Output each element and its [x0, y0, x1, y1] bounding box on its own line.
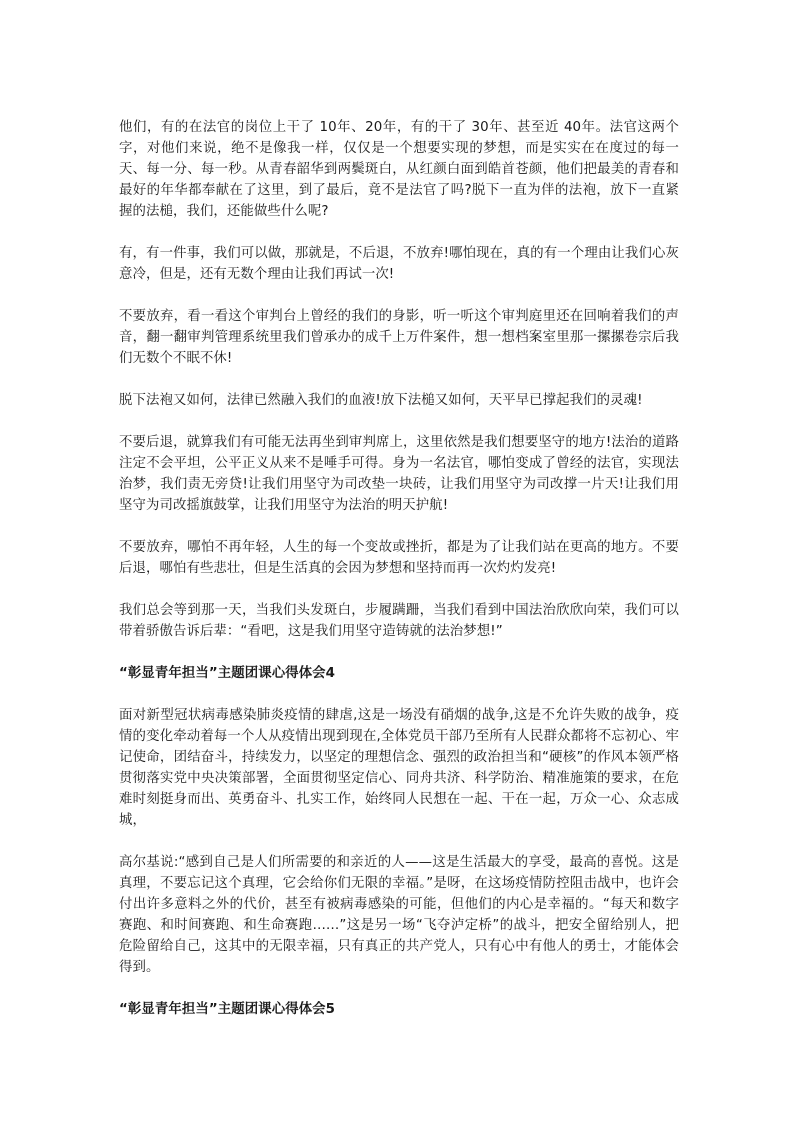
paragraph-6: 不要放弃，哪怕不再年轻，人生的每一个变故或挫折，都是为了让我们站在更高的地方。不要后退，哪怕有些悲壮，但是生活真的会因为梦想和坚持而再一次灼灼发亮! [119, 540, 679, 576]
paragraph-3: 不要放弃，看一看这个审判台上曾经的我们的身影，听一听这个审判庭里还在回响着我们的声音，翻一翻审判管理系统里我们曾承办的成千上万件案件，想一想档案室里那一摞摞卷宗后我们无数个不眠不休! [119, 309, 679, 366]
paragraph-2: 有，有一件事，我们可以做，那就是，不后退，不放弃!哪怕现在，真的有一个理由让我们心灰意冷，但是，还有无数个理由让我们再试一次! [119, 246, 679, 282]
section-heading-5: “彰显青年担当”主题团课心得体会5 [119, 1002, 336, 1017]
paragraph-7: 我们总会等到那一天，当我们头发斑白，步履蹒跚，当我们看到中国法治欣欣向荣，我们可以带着骄傲告诉后辈：“看吧，这是我们用坚守造铸就的法治梦想!” [119, 603, 679, 639]
document-page [119, 117, 679, 1041]
paragraph-5: 不要后退，就算我们有可能无法再坐到审判席上，这里依然是我们想要坚守的地方!法治的道路注定不会平坦，公平正义从来不是唾手可得。身为一名法官，哪怕变成了曾经的法官，实现法治梦，我们责无旁贷!让我们用坚守为司改垫一块砖，让我们用坚守为司改撑一片天!让我们用坚守为司改摇旗鼓掌，让我们用坚守为法治的明天护航! [119, 435, 679, 513]
paragraph-1: 他们，有的在法官的岗位上干了 10年、20年，有的干了 30年、甚至近 40年。法官这两个字，对他们来说，绝不是像我一样，仅仅是一个想要实现的梦想，而是实实在在度过的每一天、每一分、每一秒。从青春韶华到两鬓斑白，从红颜白面到皓首苍颜，他们把最美的青春和最好的年华都奉献在了这里，到了最后，竟不是法官了吗?脱下一直为伴的法袍，放下一直紧握的法槌，我们，还能做些什么呢? [119, 120, 679, 219]
paragraph-8: 面对新型冠状病毒感染肺炎疫情的肆虐,这是一场没有硝烟的战争,这是不允许失败的战争，疫情的变化牵动着每一个人从疫情出现到现在,全体党员干部乃至所有人民群众都将不忘初心、牢记使命，团结奋斗，持续发力，以坚定的理想信念、强烈的政治担当和“硬核”的作风本领严格贯彻落实党中央决策部署，全面贯彻坚定信心、同舟共济、科学防治、精准施策的要求，在危难时刻挺身而出、英勇奋斗、扎实工作，始终同人民想在一起、干在一起，万众一心、众志成城， [119, 708, 679, 828]
paragraph-9: 高尔基说:“感到自己是人们所需要的和亲近的人——这是生活最大的享受，最高的喜悦。这是真理，不要忘记这个真理，它会给你们无限的幸福。”是呀，在这场疫情防控阻击战中，也许会付出许多意料之外的代价，甚至有被病毒感染的可能，但他们的内心是幸福的。“每天和数字赛跑、和时间赛跑、和生命赛跑……”这是另一场“飞夺泸定桥”的战斗，把安全留给别人，把危险留给自己，这其中的无限幸福，只有真正的共产党人，只有心中有他人的勇士，才能体会得到。 [119, 855, 679, 975]
section-heading-4: “彰显青年担当”主题团课心得体会4 [119, 666, 336, 681]
paragraph-4: 脱下法袍又如何，法律已然融入我们的血液!放下法槌又如何，天平早已撑起我们的灵魂! [119, 393, 643, 408]
